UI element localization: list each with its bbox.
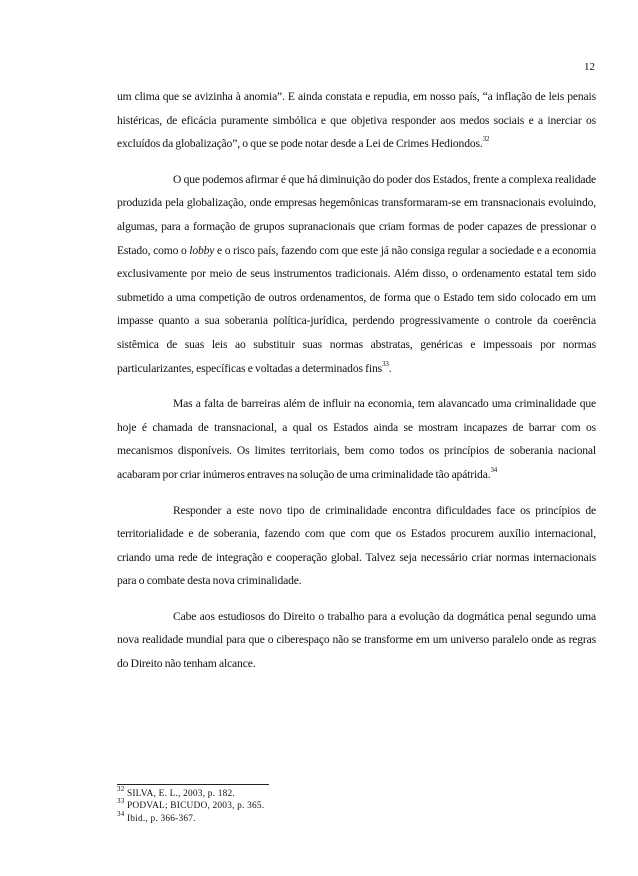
paragraph-text: e o risco país, fazendo com que este já não consiga regular a sociedade e a economia exclusivamente por meio de seus instrumentos tradicionais. Além disso, o ordenamento estatal tem sido submetido a uma competição de outros ordenamentos, de forma que o Estado tem sido colocado em um impasse quanto a sua soberania política-jurídica, perdendo progressivamente o controle da coerência sistêmica de suas leis ao substituir suas normas abstratas, genéricas e impessoais por normas particularizantes, específicas e voltadas a determinados fins <box>117 243 596 375</box>
footnote-reference: 32 <box>482 135 490 144</box>
footnote-number: 34 <box>117 809 125 818</box>
footnote-reference: 34 <box>490 466 498 475</box>
paragraph-p4 <box>117 499 596 593</box>
footnote-text: SILVA, E. L., 2003, p. 182. <box>124 789 235 799</box>
footnote-text: PODVAL; BICUDO, 2003, p. 365. <box>124 801 265 812</box>
paragraph-text: Responder a este novo tipo de criminalidade encontra dificuldades face os princípios de territorialidade e de soberania, fazendo com que com que os Estados procurem auxílio internacional, criando uma rede de integração e cooperação global. Talvez seja necessário criar normas internacionais para o combate desta nova criminalidade. <box>117 503 596 588</box>
footnote-item <box>117 809 596 825</box>
paragraph-p2 <box>117 168 596 380</box>
paragraph-text: Cabe aos estudiosos do Direito o trabalho para a evolução da dogmática penal segundo uma nova realidade mundial para que o ciberespaço não se transforme em um universo paralelo onde as regras do Direito não tenham alcance. <box>117 609 596 671</box>
paragraph-p5 <box>117 605 596 676</box>
footnote-number: 32 <box>117 784 125 793</box>
footnotes <box>117 784 596 825</box>
body-text <box>117 85 596 676</box>
page-number: 12 <box>584 61 595 73</box>
emphasis-text: lobby <box>189 243 215 257</box>
footnote-reference: 33 <box>381 359 389 368</box>
footnote-item <box>117 797 596 812</box>
paragraph-p3 <box>117 392 596 486</box>
paragraph-text: . <box>388 361 392 375</box>
paragraph-text: um clima que se avizinha à anomia”. E ainda constata e repudia, em nosso país, “a inflação de leis penais histéricas, de eficácia puramente simbólica e que objetiva responder aos medos sociais e a inerciar os excluídos da globalização”, o que se pode notar desde a Lei de Crimes Hediondos. <box>117 90 596 151</box>
paragraph-text: O que podemos afirmar é que há diminuição do poder dos Estados, frente a complexa realidade produzida pela globalização, onde empresas hegemônicas transformaram-se em transnacionais evoluindo, algumas, para a formação de grupos supranacionais que criam formas de poder capazes de pressionar o Estado, como o <box>117 172 596 257</box>
footnote-text: Ibid., p. 366-367. <box>124 813 196 824</box>
footnote-item <box>117 784 596 800</box>
paragraph-text: Mas a falta de barreiras além de influir na economia, tem alavancado uma criminalidade que hoje é chamada de transnacional, a qual os Estados ainda se mostram incapazes de barrar com os mecanismos disponíveis. Os limites territoriais, bem como todos os princípios de soberania nacional acabaram por criar inúmeros entraves na solução de uma criminalidade tão apátrida. <box>117 397 596 481</box>
paragraph-p1 <box>117 85 596 156</box>
footnote-number: 33 <box>117 797 125 806</box>
footnote-divider <box>117 784 269 785</box>
